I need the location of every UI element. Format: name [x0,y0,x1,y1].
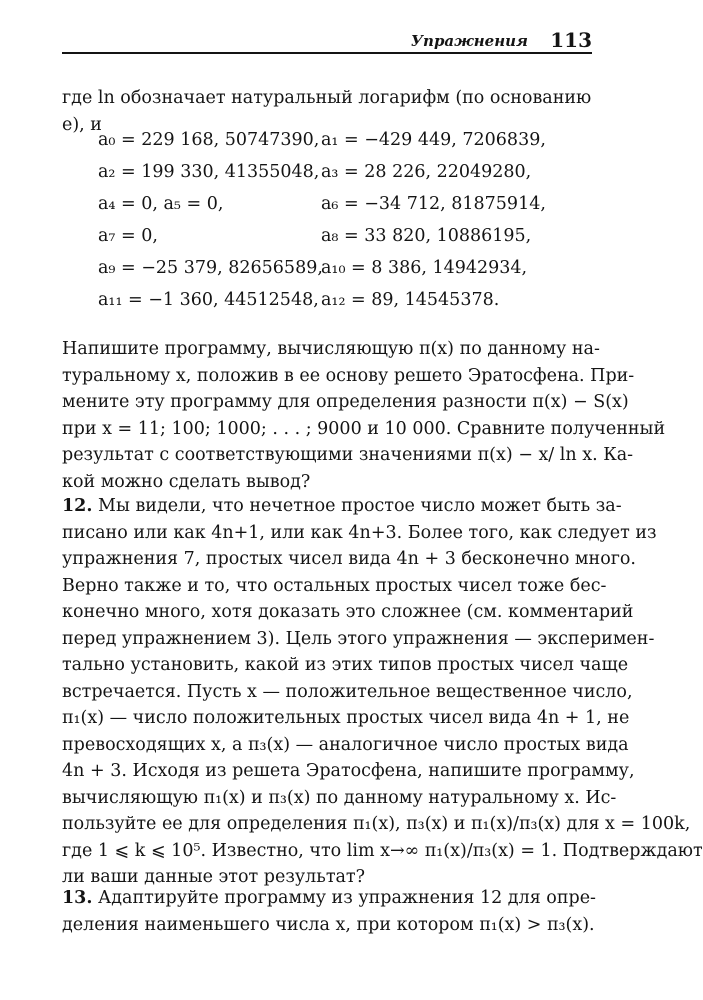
formula: a₁₀ = 8 386, 14942934, [321,258,528,278]
formula: a₉ = −25 379, 82656589, [98,258,323,278]
text-line: деления наименьшего числа x, при котором π₁(x) > π₃(x). [62,914,595,935]
intro-line: где ln обозначает натуральный логарифм (по основанию e), и [62,88,592,135]
formula: a₄ = 0, a₅ = 0, [98,194,224,214]
text-line: ли ваши данные этот результат? [62,867,365,887]
formula-row [98,258,558,290]
formula: a₈ = 33 820, 10886195, [321,226,532,246]
text-line: тально установить, какой из этих типов простых чисел чаще [62,655,629,675]
formula-row [98,290,558,322]
formula-row [98,162,558,194]
formula: a₁ = −429 449, 7206839, [321,130,546,150]
exercise-number: 12. [62,496,93,516]
exercise-number: 13. [62,888,93,908]
running-title: Упражнения [410,32,528,50]
exercise-12 [62,493,703,891]
exercise-13 [62,885,596,938]
formula: a₇ = 0, [98,226,158,246]
text-line: превосходящих x, а π₃(x) — аналогичное число простых вида [62,734,629,755]
formula-row [98,226,558,258]
text-fragment: Мы видели, что нечетное простое число может быть за- [98,496,622,516]
text-line: упражнения 7, простых чисел вида 4n + 3 бесконечно много. [62,549,636,569]
text-line: конечно много, хотя доказать это сложнее (см. комментарий [62,602,634,622]
text-line: Напишите программу, вычисляющую π(x) по данному на- [62,339,600,359]
running-header [62,28,592,52]
text-line: туральному x, положив в ее основу решето Эратосфена. При- [62,365,635,386]
formula: a₁₂ = 89, 14545378. [321,290,500,310]
header-rule [62,52,592,54]
text-line: встречается. Пусть x — положительное вещественное число, [62,681,633,702]
text-fragment: Адаптируйте программу из упражнения 12 для опре- [98,888,596,908]
page-number: 113 [550,28,592,52]
text-line: 4n + 3. Исходя из решета Эратосфена, напишите программу, [62,761,635,781]
text-line: результат с соответствующими значениями π(x) − x/ ln x. Ка- [62,445,634,465]
formula: a₀ = 229 168, 50747390, [98,130,320,150]
text-line: π₁(x) — число положительных простых чисел вида 4n + 1, не [62,708,630,728]
text-line: перед упражнением 3). Цель этого упражнения — эксперимен- [62,628,655,649]
text-line: писано или как 4n+1, или как 4n+3. Более того, как следует из [62,522,657,543]
text-line: пользуйте ее для определения π₁(x), π₃(x) и π₁(x)/π₃(x) для x = 100k, [62,814,691,834]
formula: a₃ = 28 226, 22049280, [321,162,532,182]
formula: a₆ = −34 712, 81875914, [321,194,546,214]
text-line: при x = 11; 100; 1000; . . . ; 9000 и 10 000. Сравните полученный [62,418,666,439]
formula-row [98,130,558,162]
text-line: где 1 ⩽ k ⩽ 10⁵. Известно, что lim x→∞ π₁(x)/π₃(x) = 1. Подтверждают [62,840,703,861]
formula: a₂ = 199 330, 41355048, [98,162,320,182]
text-line: Верно также и то, что остальных простых чисел тоже бес- [62,575,607,596]
formula: a₁₁ = −1 360, 44512548, [98,290,319,310]
paragraph-program-task [62,336,666,495]
text-line: мените эту программу для определения разности π(x) − S(x) [62,392,629,412]
formula-row [98,194,558,226]
text-line: кой можно сделать вывод? [62,471,311,492]
coefficient-list [98,130,558,322]
text-line [62,493,622,520]
text-line [62,885,596,912]
text-line: вычисляющую π₁(x) и π₃(x) по данному натуральному x. Ис- [62,787,617,808]
